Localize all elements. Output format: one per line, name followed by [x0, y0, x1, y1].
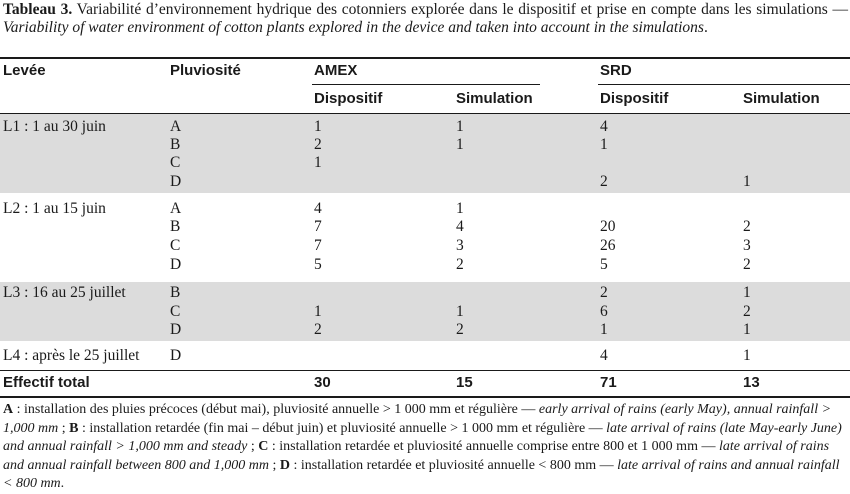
header-srd-simulation: Simulation [743, 90, 820, 107]
table-cell: 2 [600, 173, 608, 190]
caption-french: Variabilité d’environnement hydrique des cotonniers explorée dans le dispositif et prise en compte dans les simulations [72, 1, 828, 18]
table-cell: 1 [743, 347, 751, 364]
table-cell: 3 [456, 237, 464, 254]
table-cell: 1 [600, 321, 608, 338]
table-cell: A [170, 200, 182, 217]
table-cell: 2 [314, 321, 322, 338]
table-cell: 1 [600, 136, 608, 153]
footnote-a-en: early arrival of rains (early May), annual rainfall > 1,000 mm [3, 402, 832, 436]
table-cell: 6 [600, 303, 608, 320]
footnote-d-fr: : installation retardée et pluviosité annuelle < 800 mm — [290, 457, 618, 473]
footnote-key-d: D [279, 457, 291, 473]
table-cell: A [170, 118, 182, 135]
table-cell: 2 [600, 284, 608, 301]
table-cell: 2 [456, 256, 464, 273]
group-label-l4: L4 : après le 25 juillet [3, 347, 140, 364]
table-cell: 26 [600, 237, 616, 254]
header-srd-dispositif: Dispositif [600, 90, 669, 107]
table-cell: 1 [456, 303, 464, 320]
footnote-b-fr: : installation retardée (fin mai – début juin) et pluviosité annuelle > 1 000 mm et régulière — [78, 420, 607, 436]
group-label-l1: L1 : 1 au 30 juin [3, 118, 106, 135]
table-cell: 1 [456, 200, 464, 217]
header-pluviosite: Pluviosité [170, 62, 241, 79]
table-cell: B [170, 218, 181, 235]
table-cell: 20 [600, 218, 616, 235]
total-amex-simulation: 15 [456, 374, 473, 391]
table-cell: C [170, 154, 181, 171]
header-amex: AMEX [314, 62, 358, 79]
total-bottom-rule [0, 396, 850, 398]
table-cell: 4 [600, 347, 608, 364]
total-top-rule [0, 370, 850, 371]
header-amex-simulation: Simulation [456, 90, 533, 107]
footnote-a-end: ; [58, 420, 70, 436]
table-cell: 1 [743, 173, 751, 190]
total-srd-simulation: 13 [743, 374, 760, 391]
header-amex-dispositif: Dispositif [314, 90, 383, 107]
top-rule [0, 57, 850, 59]
header-rule [0, 113, 850, 114]
table-cell: 4 [314, 200, 322, 217]
band-l3 [0, 282, 850, 341]
table-cell: D [170, 347, 182, 364]
table-cell: 2 [456, 321, 464, 338]
table-footnote [3, 401, 848, 494]
table-cell: 2 [743, 303, 751, 320]
table-cell: 2 [743, 218, 751, 235]
table-cell: 7 [314, 237, 322, 254]
caption-label: Tableau 3. [3, 1, 73, 18]
caption-english: Variability of water environment of cotton plants explored in the device and taken into account in the simulations [3, 19, 704, 36]
table-cell: 5 [314, 256, 322, 273]
table-cell: D [170, 256, 182, 273]
table-cell: 1 [456, 136, 464, 153]
table-cell: 3 [743, 237, 751, 254]
footnote-key-c: C [258, 439, 269, 455]
footnote-c-fr: : installation retardée et pluviosité annuelle comprise entre 800 et 1 000 mm — [268, 439, 719, 455]
table-cell: 4 [600, 118, 608, 135]
table-cell: 2 [314, 136, 322, 153]
table-cell: 1 [743, 284, 751, 301]
table-cell: C [170, 303, 181, 320]
total-amex-dispositif: 30 [314, 374, 331, 391]
table-caption [3, 1, 848, 37]
table-cell: B [170, 136, 181, 153]
caption-separator: — [827, 1, 848, 18]
table-cell: 1 [456, 118, 464, 135]
table-cell: B [170, 284, 181, 301]
table-cell: D [170, 173, 182, 190]
table-cell: 1 [314, 118, 322, 135]
group-label-l3: L3 : 16 au 25 juillet [3, 284, 126, 301]
footnote-key-b: B [69, 420, 79, 436]
footnote-a-fr: : installation des pluies précoces (début mai), pluviosité annuelle > 1 000 mm et régulière — [13, 402, 539, 417]
group-label-l2: L2 : 1 au 15 juin [3, 200, 106, 217]
footnote-d-end: . [60, 476, 65, 492]
srd-rule [598, 84, 850, 85]
footnote-key-a: A [3, 402, 14, 417]
table-cell: 2 [743, 256, 751, 273]
total-label: Effectif total [3, 374, 90, 391]
table-cell: 4 [456, 218, 464, 235]
footnote-b-en: late arrival of rains (late May-early June) and annual rainfall > 1,000 mm and steady [3, 420, 842, 455]
table-cell: 5 [600, 256, 608, 273]
table-cell: 7 [314, 218, 322, 235]
amex-rule [312, 84, 540, 85]
header-srd: SRD [600, 62, 632, 79]
table-cell: C [170, 237, 181, 254]
footnote-c-end: ; [269, 457, 280, 473]
band-l1 [0, 114, 850, 193]
footnote-d-en: late arrival of rains and annual rainfall < 800 mm [3, 457, 840, 492]
table-cell: 1 [314, 154, 322, 171]
total-srd-dispositif: 71 [600, 374, 617, 391]
footnote-b-end: ; [247, 439, 259, 455]
table-cell: 1 [314, 303, 322, 320]
table-cell: 1 [743, 321, 751, 338]
footnote-c-en: late arrival of rains and annual rainfall between 800 and 1,000 mm [3, 439, 830, 473]
table-cell: D [170, 321, 182, 338]
header-levee: Levée [3, 62, 46, 79]
caption-end: . [703, 19, 708, 36]
